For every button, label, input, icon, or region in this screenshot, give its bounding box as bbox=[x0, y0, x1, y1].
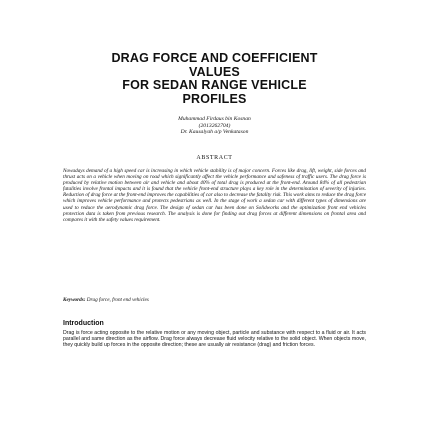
supervisor-name: Dr. Kausalyah a/p Venkatason bbox=[180, 129, 249, 136]
author-block bbox=[90, 116, 339, 136]
keywords-label: Keywords: bbox=[63, 297, 86, 303]
introduction-heading: Introduction bbox=[63, 320, 104, 327]
title-line-4: PROFILES bbox=[182, 91, 247, 106]
introduction-body: Drag is force acting opposite to the relative motion or any moving object, particle and substance with respect to a fluid or air. It acts parallel and same direction as the airflow. Drag force always decrease fluid velocity relative to the solid object. When objects move, they quickly build up forces in the opposite direction; these are usually air resistance (drag) and friction forces. bbox=[63, 330, 366, 349]
title-line-3: FOR SEDAN RANGE VEHICLE bbox=[122, 78, 307, 92]
keywords bbox=[63, 297, 366, 303]
abstract-body: Nowadays demand of a high speed car is increasing in which vehicle stability is of major concern. Forces like drag, lift, weight, side forces and thrust acts on a vehicle when moving on road which significantly affect the vehicle performance and safeness of traffic users. The drag force is produced by relative motion between air and vehicle and about 40% of total drag is produced at the front-end. Around 84% of all pedestrian fatalities involve frontal impacts and it is found that the vehicle front-end structure plays a key role in the determination of severity of injuries. Reduction of drag force at the front-end improves the capabilities of car also to decrease the fatality risk. This work aims to reduce the drag force which improves vehicle performance and protects pedestrians as well. In the stage of work a sedan car with different types of dimensions are used to reduce the aerodynamic drag force. The design of sedan car has been done on Solidworks and the optimization front end vehicles protection data is taken from previous research. The analysis is done for finding out drag forces at different dimensions on frontal area and compares it with the safety values requirement. bbox=[63, 168, 366, 223]
author-name: Muhammad Firdaus bin Kosnan bbox=[178, 116, 251, 122]
abstract-heading: ABSTRACT bbox=[196, 155, 233, 161]
paper-title bbox=[40, 52, 389, 106]
title-line-2: VALUES bbox=[189, 64, 240, 79]
keywords-text: Drag force, front end vehicles bbox=[85, 297, 149, 303]
author-id: (2013262704) bbox=[198, 122, 231, 129]
title-line-1: DRAG FORCE AND COEFFICIENT bbox=[111, 51, 318, 65]
